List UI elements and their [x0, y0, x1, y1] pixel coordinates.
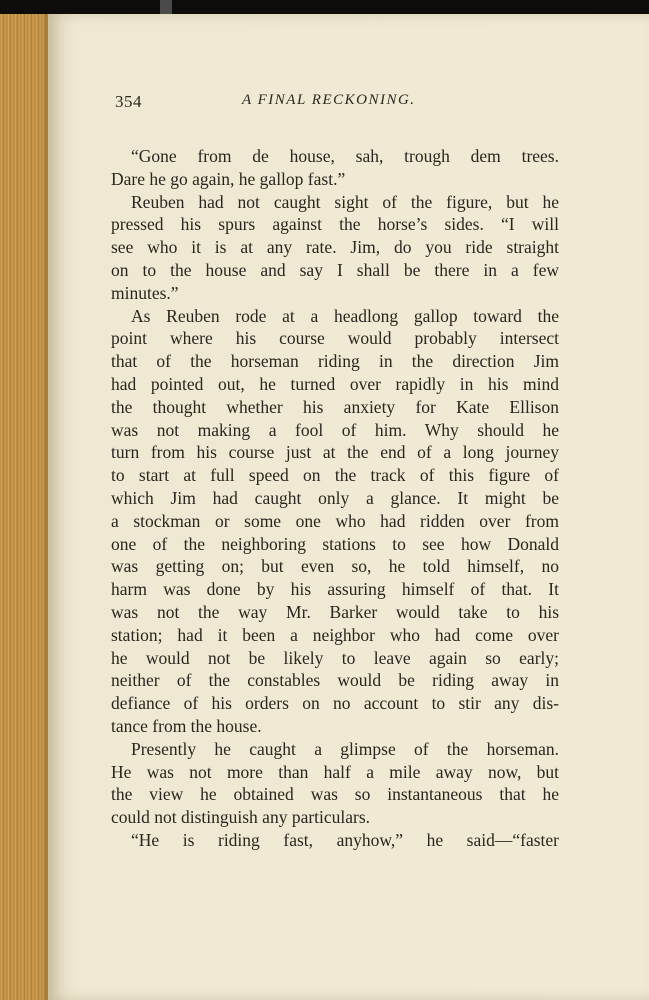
text-line: the thought whether his anxiety for Kate Ellison: [111, 396, 559, 417]
text-line: could not distinguish any particulars.: [111, 807, 371, 828]
text-line: “He is riding fast, anyhow,” he said—“faster: [131, 829, 559, 850]
text-line: a stockman or some one who had ridden over from: [111, 510, 559, 531]
text-line: defiance of his orders on no account to stir any dis-: [111, 693, 559, 714]
text-line: Dare he go again, he gallop fast.”: [111, 168, 346, 189]
text-line: point where his course would probably intersect: [111, 328, 559, 349]
text-line: station; had it been a neighbor who had come over: [111, 624, 559, 645]
text-line: to start at full speed on the track of this figure of: [111, 465, 559, 486]
text-line: which Jim had caught only a glance. It might be: [111, 487, 559, 508]
text-line: Reuben had not caught sight of the figure, but he: [131, 191, 559, 212]
page-number: 354: [115, 92, 142, 111]
text-line: minutes.”: [111, 282, 179, 303]
text-line: he would not be likely to leave again so early;: [111, 647, 559, 668]
top-bookmark-tab: [160, 0, 172, 14]
text-line: the view he obtained was so instantaneous that he: [111, 784, 559, 805]
text-line: was not the way Mr. Barker would take to his: [111, 601, 559, 622]
text-line: harm was done by his assuring himself of that. It: [111, 579, 559, 600]
text-line: tance from the house.: [111, 715, 262, 736]
text-line: He was not more than half a mile away now, but: [111, 761, 559, 782]
text-line: “Gone from de house, sah, trough dem trees.: [131, 146, 559, 166]
text-line: As Reuben rode at a headlong gallop toward the: [131, 305, 559, 326]
text-line: was getting on; but even so, he told himself, no: [111, 556, 559, 577]
book-page-edges: [0, 14, 52, 1000]
text-line: see who it is at any rate. Jim, do you ride straight: [111, 237, 559, 258]
text-line: pressed his spurs against the horse’s sides. “I will: [111, 214, 559, 235]
running-head: A FINAL RECKONING.: [242, 92, 416, 108]
text-line: neither of the constables would be riding away in: [111, 670, 559, 691]
text-line: that of the horseman riding in the direction Jim: [111, 351, 559, 372]
text-line: one of the neighboring stations to see how Donald: [111, 533, 559, 554]
text-line: was not making a fool of him. Why should he: [111, 419, 559, 440]
text-line: on to the house and say I shall be there in a few: [111, 259, 559, 280]
text-line: Presently he caught a glimpse of the horseman.: [131, 738, 559, 759]
text-line: had pointed out, he turned over rapidly in his mind: [111, 373, 559, 394]
page-header: [115, 92, 553, 116]
text-line: turn from his course just at the end of a long journey: [111, 442, 559, 463]
body-text: [111, 145, 559, 852]
